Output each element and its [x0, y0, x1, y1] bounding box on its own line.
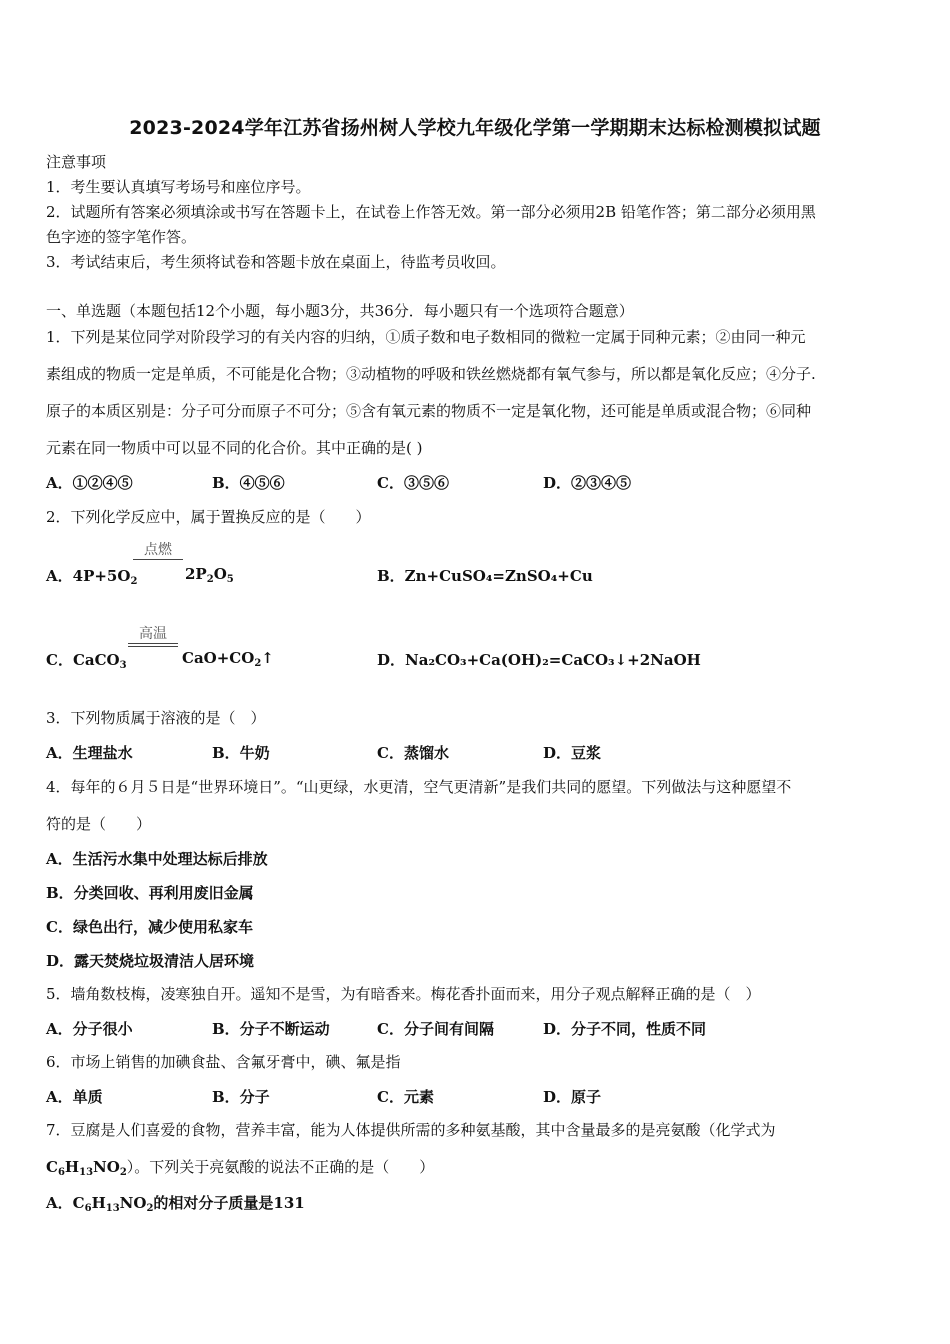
q2-option-a[interactable]: A．$4P+5O_2$: [46, 567, 138, 587]
q4-option-d[interactable]: D．露天焚烧垃圾清洁人居环境: [46, 952, 255, 970]
q7-option-a[interactable]: A．$C_6H_{13}NO_2$的相对分子质量是131: [46, 1194, 305, 1214]
q5-option-c[interactable]: C．分子间有间隔: [377, 1020, 494, 1038]
question-7-line-text: ）。下列关于亮氨酸的说法不正确的是（ ）: [126, 1158, 435, 1176]
option-label: A．: [46, 567, 73, 585]
q6-option-d[interactable]: D．原子: [543, 1088, 602, 1106]
q5-option-a[interactable]: A．分子很小: [46, 1020, 133, 1038]
q6-option-c[interactable]: C．元素: [377, 1088, 434, 1106]
q2-option-c-product: $CaO+CO_2↑$: [182, 649, 274, 669]
question-6-stem: 6．市场上销售的加碘食盐、含氟牙膏中，碘、氟是指: [46, 1053, 401, 1071]
section-heading: 一、单选题（本题包括12个小题，每小题3分，共36分．每小题只有一个选项符合题意）: [46, 302, 634, 320]
q4-option-c[interactable]: C．绿色出行，减少使用私家车: [46, 918, 253, 936]
question-4-line: 符的是（ ）: [46, 815, 152, 833]
q2-option-c[interactable]: C．CaCO$_3$: [46, 651, 127, 671]
reaction-arrow: [128, 643, 178, 644]
reaction-arrow: [133, 559, 183, 560]
option-label: A．: [46, 1194, 73, 1212]
notes-item: 1．考生要认真填写考场号和座位序号。: [46, 178, 311, 196]
q5-option-d[interactable]: D．分子不同，性质不同: [543, 1020, 707, 1038]
reaction-arrow: [128, 646, 178, 647]
q1-option-d[interactable]: D．②③④⑤: [543, 474, 632, 492]
option-label: C．: [46, 651, 73, 669]
question-1-line: 原子的本质区别是：分子可分而原子不可分；⑤含有氧元素的物质不一定是氧化物，还可能是单质或混合物；⑥同种: [46, 402, 812, 420]
q3-option-b[interactable]: B．牛奶: [212, 744, 270, 762]
question-2-stem: 2．下列化学反应中，属于置换反应的是（ ）: [46, 508, 371, 526]
notes-item: 3．考试结束后，考生须将试卷和答题卡放在桌面上，待监考员收回。: [46, 253, 506, 271]
q6-option-a[interactable]: A．单质: [46, 1088, 103, 1106]
notes-item: 色字迹的签字笔作答。: [46, 228, 197, 246]
q5-option-b[interactable]: B．分子不断运动: [212, 1020, 330, 1038]
q3-option-d[interactable]: D．豆浆: [543, 744, 602, 762]
question-1-line: 元素在同一物质中可以显不同的化合价。其中正确的是( ): [46, 439, 423, 457]
option-text: 的相对分子质量是131: [153, 1194, 305, 1212]
question-7-line: 7．豆腐是人们喜爱的食物，营养丰富，能为人体提供所需的多种氨基酸，其中含量最多的是亮氨酸（化学式为: [46, 1121, 776, 1139]
question-5-stem: 5．墙角数枝梅，凌寒独自开。遥知不是雪，为有暗香来。梅花香扑面而来，用分子观点解释正确的是（ ）: [46, 985, 761, 1003]
reaction-condition: 高温: [139, 626, 167, 642]
notes-heading: 注意事项: [46, 153, 107, 171]
q1-option-a[interactable]: A．①②④⑤: [46, 474, 133, 492]
q3-option-a[interactable]: A．生理盐水: [46, 744, 133, 762]
question-4-line: 4．每年的６月５日是“世界环境日”。“山更绿，水更清，空气更清新”是我们共同的愿望。下列做法与这种愿望不: [46, 778, 792, 796]
q1-option-b[interactable]: B．④⑤⑥: [212, 474, 285, 492]
question-1-line: 素组成的物质一定是单质，不可能是化合物；③动植物的呼吸和铁丝燃烧都有氧气参与，所以都是氧化反应；④分子.: [46, 365, 816, 383]
question-7-line: [46, 1157, 434, 1177]
q4-option-a[interactable]: A．生活污水集中处理达标后排放: [46, 850, 268, 868]
q2-option-b[interactable]: B．Zn+CuSO₄=ZnSO₄+Cu: [377, 567, 593, 585]
question-1-line: 1．下列是某位同学对阶段学习的有关内容的归纳，①质子数和电子数相同的微粒一定属于同种元素；②由同一种元: [46, 328, 806, 346]
chemical-formula: $C_6H_{13}NO_2$: [46, 1158, 127, 1178]
question-3-stem: 3．下列物质属于溶液的是（ ）: [46, 709, 266, 727]
q3-option-c[interactable]: C．蒸馏水: [377, 744, 449, 762]
q1-option-c[interactable]: C．③⑤⑥: [377, 474, 449, 492]
q2-option-a-product: $2P_2O_5$: [185, 565, 234, 585]
q4-option-b[interactable]: B．分类回收、再利用废旧金属: [46, 884, 254, 902]
notes-item: 2．试题所有答案必须填涂或书写在答题卡上，在试卷上作答无效。第一部分必须用2B 铅笔作答；第二部分必须用黑: [46, 203, 816, 221]
page-title: 2023-2024学年江苏省扬州树人学校九年级化学第一学期期末达标检测模拟试题: [129, 117, 821, 139]
q6-option-b[interactable]: B．分子: [212, 1088, 270, 1106]
reaction-condition: 点燃: [144, 542, 172, 558]
q2-option-d[interactable]: D．Na₂CO₃+Ca(OH)₂=CaCO₃↓+2NaOH: [377, 651, 701, 669]
